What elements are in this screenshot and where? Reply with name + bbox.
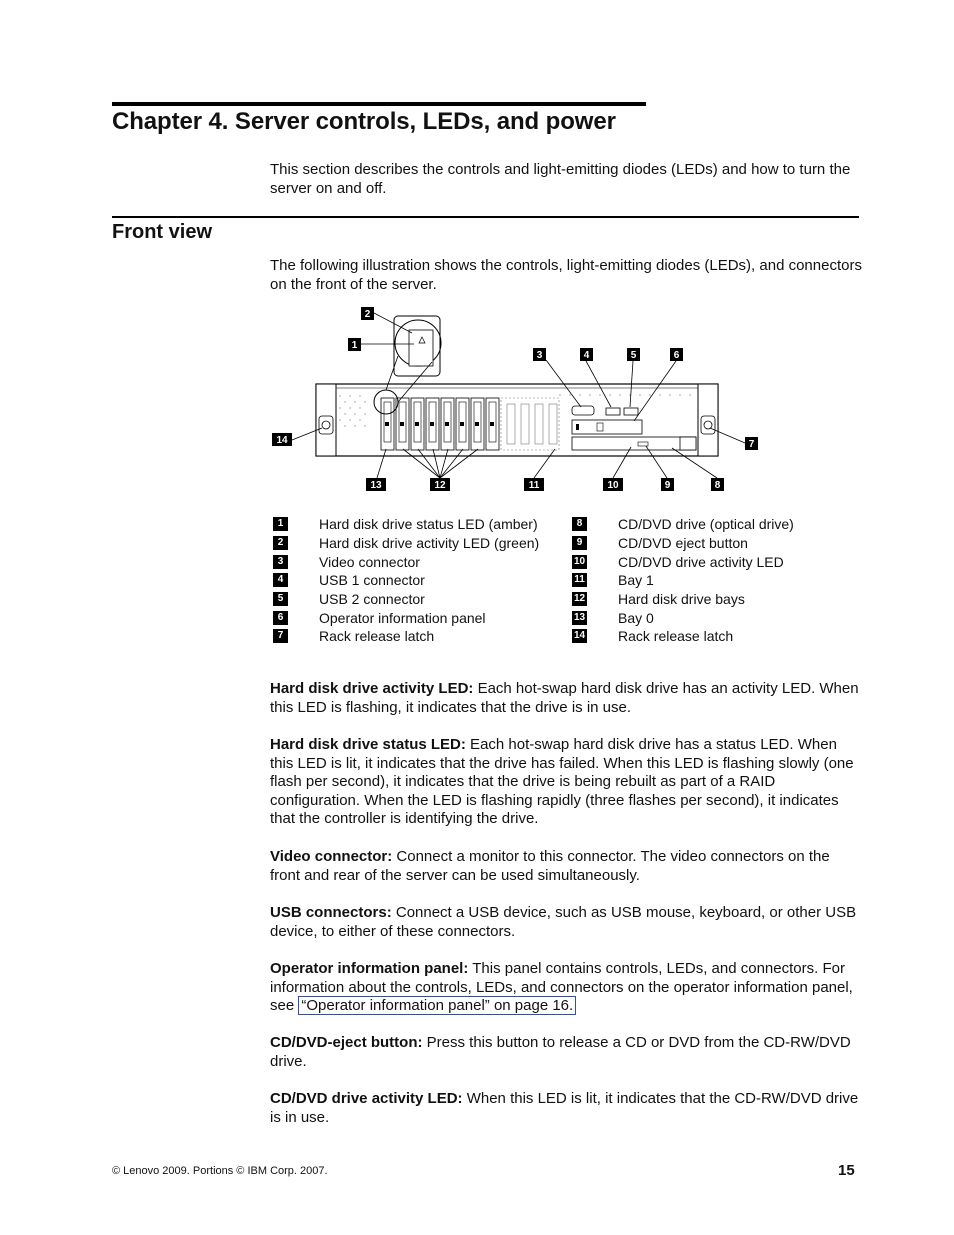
legend-item bbox=[572, 608, 862, 627]
section-intro: The following illustration shows the controls, light-emitting diodes (LEDs), and connectors on the front of the server. bbox=[270, 257, 862, 293]
svg-text:8: 8 bbox=[714, 480, 721, 491]
callout-5 bbox=[627, 348, 640, 361]
callout-6 bbox=[670, 348, 683, 361]
server-front-illustration bbox=[268, 300, 768, 500]
legend-label: USB 2 connector bbox=[319, 591, 425, 608]
desc-text: Each hot-swap hard disk drive has an activity LED. When this LED is flashing, it indicates that the drive is in use. bbox=[270, 680, 859, 716]
callout-7 bbox=[745, 437, 758, 450]
chapter-rule bbox=[112, 102, 646, 106]
desc-term: Video connector: bbox=[270, 848, 393, 865]
svg-text:11: 11 bbox=[528, 480, 540, 491]
callout-3 bbox=[533, 348, 546, 361]
desc-text: Connect a USB device, such as USB mouse, keyboard, or other USB device, to either of these connectors. bbox=[270, 904, 857, 940]
svg-text:3: 3 bbox=[536, 350, 543, 361]
legend-item bbox=[273, 552, 563, 571]
legend-number: 2 bbox=[273, 536, 288, 550]
usb-2-connector bbox=[624, 408, 638, 415]
legend-label: Hard disk drive bays bbox=[618, 591, 745, 608]
callout-2 bbox=[361, 307, 374, 320]
legend-number: 5 bbox=[273, 592, 288, 606]
footer-copyright: © Lenovo 2009. Portions © IBM Corp. 2007. bbox=[112, 1165, 328, 1177]
svg-text:13: 13 bbox=[370, 480, 382, 491]
video-connector bbox=[572, 406, 594, 415]
legend-label: Video connector bbox=[319, 553, 420, 570]
desc-operator-panel bbox=[270, 960, 862, 1016]
legend-item bbox=[273, 571, 563, 590]
svg-text:2: 2 bbox=[364, 309, 371, 320]
desc-text: This panel contains controls, LEDs, and connectors. For information about the controls, LEDs, and connectors on the operator information panel, see bbox=[270, 960, 853, 1015]
legend-item bbox=[273, 590, 563, 609]
desc-hdd-activity-led bbox=[270, 680, 862, 717]
callout-11 bbox=[524, 478, 544, 491]
svg-text:10: 10 bbox=[607, 480, 619, 491]
legend-left bbox=[273, 515, 563, 646]
section-rule bbox=[112, 216, 859, 218]
operator-information-panel bbox=[572, 420, 642, 434]
desc-term: CD/DVD-eject button: bbox=[270, 1034, 423, 1051]
legend-item bbox=[572, 515, 862, 534]
callout-13 bbox=[366, 478, 386, 491]
legend-number: 4 bbox=[273, 573, 288, 587]
legend-number: 10 bbox=[574, 555, 586, 567]
desc-video-connector bbox=[270, 848, 862, 885]
callout-4 bbox=[580, 348, 593, 361]
svg-text:1: 1 bbox=[351, 340, 358, 351]
legend-number: 12 bbox=[574, 593, 586, 605]
legend-label: Hard disk drive activity LED (green) bbox=[319, 535, 540, 552]
legend-number: 6 bbox=[273, 611, 288, 625]
desc-term: Operator information panel: bbox=[270, 960, 469, 977]
legend-item bbox=[572, 534, 862, 553]
legend-item bbox=[572, 627, 862, 646]
callout-10 bbox=[603, 478, 623, 491]
legend-label: Rack release latch bbox=[319, 628, 435, 645]
desc-hdd-status-led bbox=[270, 736, 862, 829]
callout-14 bbox=[272, 433, 292, 446]
desc-cd-dvd-activity bbox=[270, 1090, 862, 1127]
callout-1 bbox=[348, 338, 361, 351]
desc-term: Hard disk drive activity LED: bbox=[270, 680, 474, 697]
legend-item bbox=[572, 590, 862, 609]
legend-number: 11 bbox=[572, 573, 587, 587]
callout-12 bbox=[430, 478, 450, 491]
legend-item bbox=[273, 627, 563, 646]
svg-text:12: 12 bbox=[434, 480, 446, 491]
legend-label: Operator information panel bbox=[319, 609, 486, 626]
legend-number: 3 bbox=[273, 555, 288, 569]
rack-latch-left bbox=[319, 416, 333, 434]
page-number: 15 bbox=[838, 1162, 855, 1179]
svg-text:5: 5 bbox=[630, 350, 637, 361]
cd-dvd-drive bbox=[572, 437, 696, 450]
desc-usb-connectors bbox=[270, 904, 862, 941]
legend-label: Rack release latch bbox=[618, 628, 734, 645]
desc-text: Each hot-swap hard disk drive has a status LED. When this LED is lit, it indicates that the drive has failed. When this LED is flashing slowly (one flash per second), it indicates that the drive is being rebuilt as part of a RAID configuration. When the LED is flashing rapidly (three flashes per second), it indicates that the controller is identifying the drive. bbox=[270, 736, 854, 828]
desc-term: Hard disk drive status LED: bbox=[270, 736, 466, 753]
svg-text:6: 6 bbox=[673, 350, 680, 361]
legend-item bbox=[273, 515, 563, 534]
legend-label: Bay 0 bbox=[618, 609, 654, 626]
legend-item bbox=[572, 552, 862, 571]
legend-right bbox=[572, 515, 862, 646]
svg-text:9: 9 bbox=[664, 480, 671, 491]
legend-label: USB 1 connector bbox=[319, 572, 425, 589]
svg-text:4: 4 bbox=[583, 350, 590, 361]
desc-text: Press this button to release a CD or DVD from the CD-RW/DVD drive. bbox=[270, 1034, 851, 1070]
legend-item bbox=[273, 534, 563, 553]
callout-9 bbox=[661, 478, 674, 491]
legend-label: CD/DVD drive (optical drive) bbox=[618, 516, 794, 533]
rack-latch-right bbox=[701, 416, 715, 434]
legend-label: CD/DVD drive activity LED bbox=[618, 553, 784, 570]
legend-number: 7 bbox=[273, 629, 288, 643]
desc-cd-dvd-eject bbox=[270, 1034, 862, 1071]
legend-number: 14 bbox=[574, 630, 586, 642]
legend-label: Hard disk drive status LED (amber) bbox=[319, 516, 538, 533]
legend-number: 9 bbox=[572, 536, 587, 550]
legend-number: 1 bbox=[273, 517, 288, 531]
usb-1-connector bbox=[606, 408, 620, 415]
legend-label: Bay 1 bbox=[618, 572, 654, 589]
desc-term: CD/DVD drive activity LED: bbox=[270, 1090, 463, 1107]
desc-term: USB connectors: bbox=[270, 904, 392, 921]
section-title: Front view bbox=[112, 221, 213, 243]
desc-text: Connect a monitor to this connector. The video connectors on the front and rear of the server can be used simultaneously. bbox=[270, 848, 830, 884]
callout-8 bbox=[711, 478, 724, 491]
legend-number: 8 bbox=[572, 517, 587, 531]
svg-text:14: 14 bbox=[276, 435, 288, 446]
chapter-title: Chapter 4. Server controls, LEDs, and power bbox=[112, 108, 616, 135]
legend-number: 13 bbox=[574, 611, 586, 623]
chapter-intro: This section describes the controls and light-emitting diodes (LEDs) and how to turn the server on and off. bbox=[270, 161, 851, 197]
legend-label: CD/DVD eject button bbox=[618, 535, 748, 552]
cd-dvd-eject-button bbox=[638, 442, 648, 446]
svg-text:7: 7 bbox=[748, 439, 755, 450]
desc-text: When this LED is lit, it indicates that the CD-RW/DVD drive is in use. bbox=[270, 1090, 859, 1126]
legend-item bbox=[273, 608, 563, 627]
operator-panel-link[interactable]: “Operator information panel” on page 16. bbox=[298, 996, 576, 1015]
legend-item bbox=[572, 571, 862, 590]
